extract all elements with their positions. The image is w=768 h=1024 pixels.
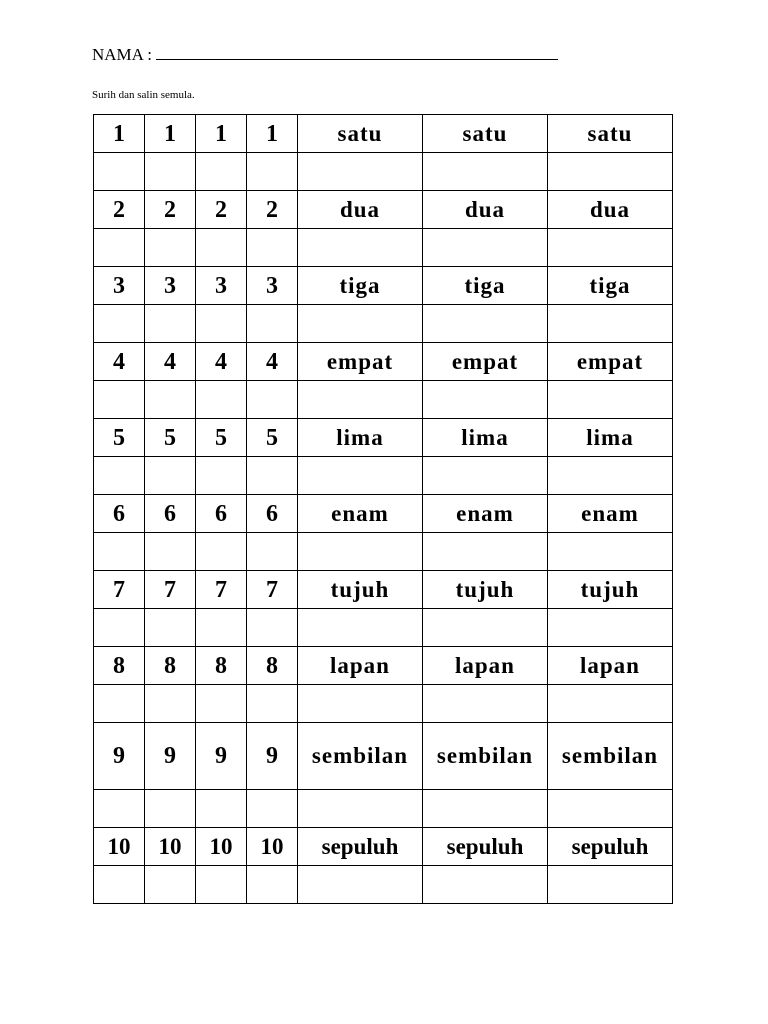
word-cell	[298, 343, 423, 381]
practice-cell[interactable]	[548, 533, 673, 571]
practice-row-10	[94, 866, 673, 904]
practice-cell[interactable]	[423, 866, 548, 904]
practice-cell[interactable]	[94, 609, 145, 647]
number-cell: 3	[94, 267, 145, 305]
example-row-5	[94, 419, 673, 457]
practice-cell[interactable]	[94, 457, 145, 495]
number-cell: 8	[145, 647, 196, 685]
practice-cell[interactable]	[423, 533, 548, 571]
word-text: empat	[451, 348, 519, 374]
word-cell	[298, 571, 423, 609]
practice-cell[interactable]	[145, 457, 196, 495]
word-text: satu	[587, 120, 633, 146]
word-cell	[298, 723, 423, 790]
word-text: dua	[339, 196, 381, 222]
practice-cell[interactable]	[298, 790, 423, 828]
word-text: lapan	[330, 652, 390, 678]
word-cell	[298, 419, 423, 457]
practice-cell[interactable]	[94, 381, 145, 419]
practice-cell[interactable]	[247, 229, 298, 267]
word-cell	[423, 343, 548, 381]
number-cell: 8	[94, 647, 145, 685]
practice-cell[interactable]	[94, 305, 145, 343]
number-cell: 1	[247, 115, 298, 153]
practice-cell[interactable]	[145, 305, 196, 343]
number-cell: 5	[145, 419, 196, 457]
number-cell: 6	[94, 495, 145, 533]
number-cell: 6	[247, 495, 298, 533]
practice-cell[interactable]	[423, 685, 548, 723]
practice-cell[interactable]	[94, 790, 145, 828]
number-cell: 6	[196, 495, 247, 533]
word-text: enam	[581, 500, 639, 526]
practice-cell[interactable]	[548, 305, 673, 343]
word-cell	[423, 828, 548, 866]
example-row-4	[94, 343, 673, 381]
word-text: sepuluh	[321, 833, 399, 859]
practice-cell[interactable]	[94, 153, 145, 191]
number-cell: 1	[196, 115, 247, 153]
practice-cell[interactable]	[298, 153, 423, 191]
practice-cell[interactable]	[548, 685, 673, 723]
practice-cell[interactable]	[196, 685, 247, 723]
word-text: enam	[331, 500, 389, 526]
example-row-10	[94, 828, 673, 866]
name-field-line	[92, 44, 558, 66]
practice-cell[interactable]	[298, 609, 423, 647]
practice-cell[interactable]	[247, 457, 298, 495]
word-text: sembilan	[311, 743, 409, 768]
practice-row-6	[94, 533, 673, 571]
word-cell	[423, 571, 548, 609]
word-text: lapan	[455, 652, 515, 678]
number-cell: 2	[145, 191, 196, 229]
word-text: tiga	[464, 272, 506, 298]
practice-cell[interactable]	[94, 685, 145, 723]
practice-cell[interactable]	[548, 457, 673, 495]
practice-cell[interactable]	[196, 609, 247, 647]
word-cell	[548, 723, 673, 790]
word-text: dua	[464, 196, 506, 222]
number-cell: 1	[145, 115, 196, 153]
word-text: lima	[586, 424, 634, 450]
practice-cell[interactable]	[247, 609, 298, 647]
number-cell: 9	[145, 723, 196, 790]
word-cell	[423, 723, 548, 790]
word-text: sembilan	[561, 743, 659, 768]
number-cell: 10	[247, 828, 298, 866]
word-text: enam	[456, 500, 514, 526]
worksheet-body	[94, 115, 673, 904]
practice-row-9	[94, 790, 673, 828]
practice-cell[interactable]	[145, 685, 196, 723]
number-cell: 2	[196, 191, 247, 229]
practice-cell[interactable]	[247, 305, 298, 343]
word-text: tiga	[339, 272, 381, 298]
practice-cell[interactable]	[298, 457, 423, 495]
number-cell: 10	[145, 828, 196, 866]
number-cell: 10	[94, 828, 145, 866]
word-cell	[548, 191, 673, 229]
word-text: sembilan	[436, 743, 534, 768]
number-cell: 4	[247, 343, 298, 381]
practice-cell[interactable]	[145, 153, 196, 191]
practice-cell[interactable]	[145, 229, 196, 267]
word-text: tujuh	[330, 576, 390, 602]
practice-cell[interactable]	[196, 457, 247, 495]
example-row-6	[94, 495, 673, 533]
word-text: lapan	[580, 652, 640, 678]
example-row-3	[94, 267, 673, 305]
example-row-1	[94, 115, 673, 153]
number-cell: 7	[196, 571, 247, 609]
number-cell: 3	[247, 267, 298, 305]
number-cell: 4	[196, 343, 247, 381]
practice-cell[interactable]	[423, 229, 548, 267]
practice-cell[interactable]	[423, 153, 548, 191]
word-cell	[423, 419, 548, 457]
practice-row-4	[94, 381, 673, 419]
number-cell: 7	[94, 571, 145, 609]
word-cell	[298, 495, 423, 533]
name-label: NAMA :	[92, 45, 152, 64]
practice-cell[interactable]	[145, 381, 196, 419]
number-cell: 3	[145, 267, 196, 305]
word-text: empat	[576, 348, 644, 374]
practice-row-1	[94, 153, 673, 191]
word-text: lima	[336, 424, 384, 450]
number-cell: 2	[247, 191, 298, 229]
practice-cell[interactable]	[145, 866, 196, 904]
number-cell: 5	[247, 419, 298, 457]
word-text: tujuh	[455, 576, 515, 602]
word-cell	[298, 828, 423, 866]
practice-cell[interactable]	[298, 229, 423, 267]
word-cell	[548, 267, 673, 305]
practice-cell[interactable]	[247, 153, 298, 191]
word-text: satu	[462, 120, 508, 146]
word-text: sepuluh	[571, 833, 649, 859]
practice-cell[interactable]	[548, 790, 673, 828]
practice-cell[interactable]	[423, 381, 548, 419]
word-text: satu	[337, 120, 383, 146]
practice-cell[interactable]	[548, 609, 673, 647]
practice-cell[interactable]	[423, 457, 548, 495]
practice-cell[interactable]	[548, 229, 673, 267]
word-cell	[548, 571, 673, 609]
practice-cell[interactable]	[247, 381, 298, 419]
word-cell	[423, 191, 548, 229]
word-cell	[298, 647, 423, 685]
word-text: empat	[326, 348, 394, 374]
practice-cell[interactable]	[298, 305, 423, 343]
number-cell: 10	[196, 828, 247, 866]
word-cell	[548, 828, 673, 866]
tracing-worksheet-table	[93, 114, 673, 904]
number-cell: 4	[145, 343, 196, 381]
number-cell: 6	[145, 495, 196, 533]
practice-cell[interactable]	[94, 533, 145, 571]
practice-cell[interactable]	[247, 533, 298, 571]
practice-row-2	[94, 229, 673, 267]
number-cell: 2	[94, 191, 145, 229]
practice-cell[interactable]	[423, 305, 548, 343]
example-row-9	[94, 723, 673, 790]
practice-cell[interactable]	[298, 533, 423, 571]
word-cell	[548, 343, 673, 381]
practice-cell[interactable]	[196, 381, 247, 419]
example-row-7	[94, 571, 673, 609]
practice-cell[interactable]	[247, 790, 298, 828]
word-cell	[548, 495, 673, 533]
practice-cell[interactable]	[423, 609, 548, 647]
number-cell: 9	[196, 723, 247, 790]
practice-cell[interactable]	[423, 790, 548, 828]
word-cell	[548, 115, 673, 153]
practice-row-8	[94, 685, 673, 723]
number-cell: 1	[94, 115, 145, 153]
word-cell	[548, 419, 673, 457]
number-cell: 3	[196, 267, 247, 305]
practice-cell[interactable]	[145, 609, 196, 647]
word-text: sepuluh	[446, 833, 524, 859]
number-cell: 4	[94, 343, 145, 381]
practice-row-7	[94, 609, 673, 647]
number-cell: 8	[196, 647, 247, 685]
practice-cell[interactable]	[196, 153, 247, 191]
practice-cell[interactable]	[548, 866, 673, 904]
practice-cell[interactable]	[548, 153, 673, 191]
practice-cell[interactable]	[196, 305, 247, 343]
number-cell: 9	[94, 723, 145, 790]
word-cell	[298, 191, 423, 229]
practice-cell[interactable]	[196, 229, 247, 267]
practice-cell[interactable]	[145, 533, 196, 571]
practice-cell[interactable]	[196, 533, 247, 571]
example-row-2	[94, 191, 673, 229]
number-cell: 8	[247, 647, 298, 685]
word-cell	[423, 115, 548, 153]
practice-cell[interactable]	[94, 229, 145, 267]
practice-cell[interactable]	[298, 685, 423, 723]
word-cell	[423, 647, 548, 685]
word-cell	[298, 115, 423, 153]
instruction-text: Surih dan salin semula.	[92, 89, 195, 101]
number-cell: 5	[196, 419, 247, 457]
practice-cell[interactable]	[94, 866, 145, 904]
word-cell	[548, 647, 673, 685]
word-cell	[423, 267, 548, 305]
practice-cell[interactable]	[298, 866, 423, 904]
word-text: dua	[589, 196, 631, 222]
practice-cell[interactable]	[298, 381, 423, 419]
number-cell: 7	[247, 571, 298, 609]
practice-cell[interactable]	[247, 685, 298, 723]
practice-cell[interactable]	[196, 866, 247, 904]
practice-cell[interactable]	[145, 790, 196, 828]
name-blank-line	[156, 44, 558, 60]
practice-row-5	[94, 457, 673, 495]
practice-cell[interactable]	[548, 381, 673, 419]
number-cell: 7	[145, 571, 196, 609]
word-text: tiga	[589, 272, 631, 298]
practice-cell[interactable]	[247, 866, 298, 904]
word-cell	[298, 267, 423, 305]
word-cell	[423, 495, 548, 533]
number-cell: 5	[94, 419, 145, 457]
number-cell: 9	[247, 723, 298, 790]
example-row-8	[94, 647, 673, 685]
word-text: lima	[461, 424, 509, 450]
practice-cell[interactable]	[196, 790, 247, 828]
practice-row-3	[94, 305, 673, 343]
word-text: tujuh	[580, 576, 640, 602]
